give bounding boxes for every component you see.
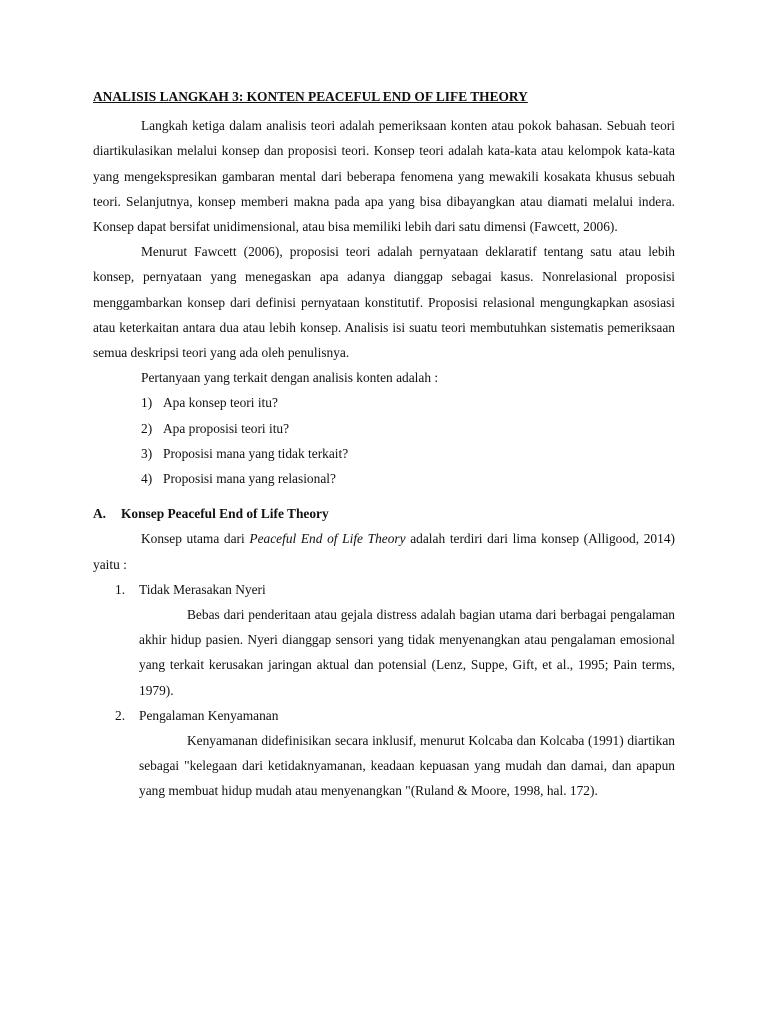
- list-item-number: 3): [141, 445, 153, 461]
- list-item: [93, 466, 675, 491]
- concept-body: Kenyamanan didefinisikan secara inklusif, menurut Kolcaba dan Kolcaba (1991) diartikan sebagai "kelegaan dari ketidaknyamanan, keadaan kepuasan yang mudah dan damai, dan apapun yang membuat hidup mudah atau menyenangkan "(Ruland & Moore, 1998, hal. 172).: [139, 733, 675, 799]
- concept-number: 1.: [115, 581, 126, 597]
- list-item-number: 2): [141, 420, 153, 436]
- list-item-text: Proposisi mana yang tidak terkait?: [163, 445, 349, 461]
- section-a-heading: Konsep Peaceful End of Life Theory: [121, 506, 329, 522]
- section-a-letter: A.: [93, 506, 107, 522]
- paragraph-proposition: Menurut Fawcett (2006), proposisi teori adalah pernyataan deklaratif tentang satu atau lebih konsep, pernyataan yang menegaskan apa adanya dianggap sebagai kasus. Nonrelasional proposisi menggambarkan konsep dari definisi pernyataan konstitutif. Proposisi relasional mengungkapkan asosiasi atau keterkaitan antara dua atau lebih konsep. Analisis isi suatu teori membutuhkan sistematis pemeriksaan semua deskripsi teori yang ada oleh penulisnya.: [93, 244, 675, 361]
- concept-item: [93, 577, 675, 703]
- concept-item: [93, 703, 675, 804]
- page-title: ANALISIS LANGKAH 3: KONTEN PEACEFUL END OF LIFE THEORY: [93, 89, 528, 104]
- list-item: [93, 390, 675, 415]
- questions-list: [93, 390, 675, 491]
- document-page: [93, 84, 675, 804]
- section-a-intro-theory: Peaceful End of Life Theory: [249, 531, 406, 547]
- concept-number: 2.: [115, 707, 126, 723]
- concept-title: Pengalaman Kenyamanan: [139, 707, 279, 723]
- paragraph-intro: Langkah ketiga dalam analisis teori adalah pemeriksaan konten atau pokok bahasan. Sebuah teori diartikulasikan melalui konsep dan proposisi teori. Konsep teori adalah kata-kata atau kelompok kata-kata yang mengekspresikan gambaran mental dari beberapa fenomena yang mewakili kosakata khusus sebuah teori. Selanjutnya, konsep memberi makna pada apa yang bisa dibayangkan atau diamati melalui indera. Konsep dapat bersifat unidimensional, atau bisa memiliki lebih dari satu dimensi (Fawcett, 2006).: [93, 118, 675, 235]
- list-item-text: Apa proposisi teori itu?: [163, 420, 290, 436]
- section-a-title: [93, 501, 675, 526]
- list-item-number: 1): [141, 395, 153, 411]
- concept-title: Tidak Merasakan Nyeri: [139, 581, 266, 597]
- section-a-intro-end: adalah terdiri dari lima konsep (Alligood, 2014) yaitu :: [93, 531, 675, 572]
- concept-list: [93, 577, 675, 804]
- list-item-text: Proposisi mana yang relasional?: [163, 471, 336, 487]
- list-item: [93, 416, 675, 441]
- concept-body: Bebas dari penderitaan atau gejala distress adalah bagian utama dari berbagai pengalaman akhir hidup pasien. Nyeri dianggap sensori yang tidak menyenangkan atau pengalaman emosional yang terkait kerusakan jaringan aktual dan potensial (Lenz, Suppe, Gift, et al., 1995; Pain terms, 1979).: [139, 607, 675, 698]
- list-item: [93, 441, 675, 466]
- list-item-number: 4): [141, 471, 153, 487]
- section-a-intro-start: Konsep utama dari: [141, 531, 250, 547]
- section-a-intro: [93, 526, 675, 576]
- list-item-text: Apa konsep teori itu?: [163, 395, 278, 411]
- paragraph-questions-intro: Pertanyaan yang terkait dengan analisis konten adalah :: [141, 370, 439, 386]
